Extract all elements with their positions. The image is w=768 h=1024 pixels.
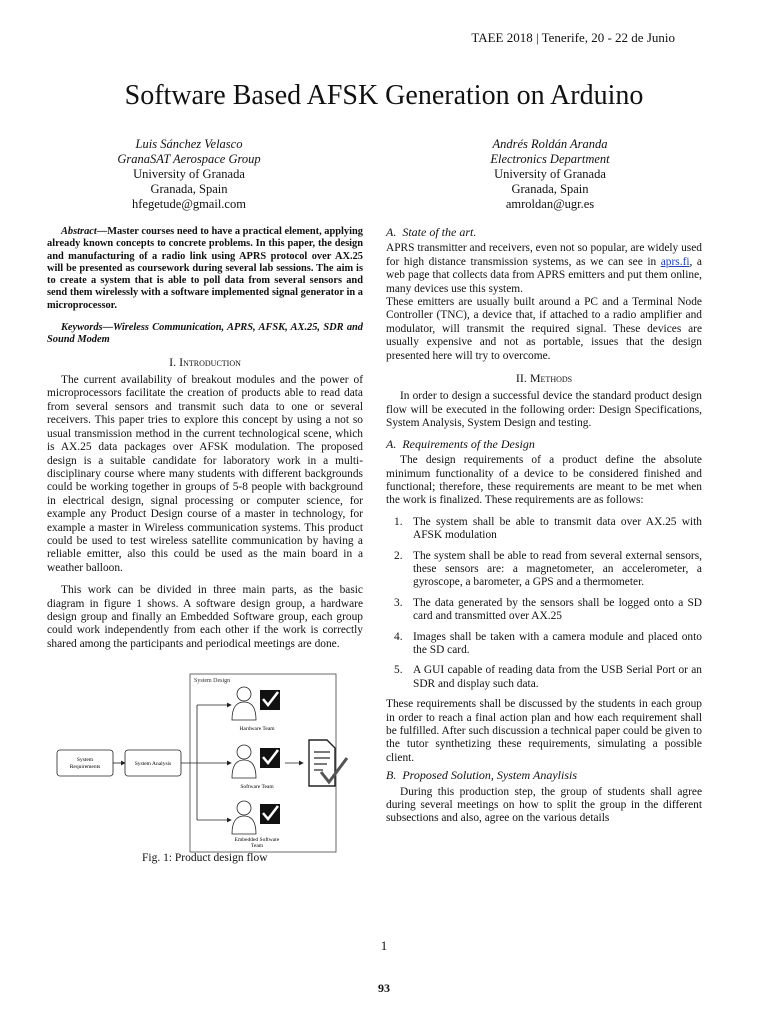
keywords-lead: Keywords [61,322,103,334]
software-team-label: Software Team [240,784,274,790]
author-2-name: Andrés Roldán Aranda [492,137,608,151]
author-1-email: hfegetude@gmail.com [132,197,246,211]
requirements-paragraph-2: These requirements shall be discussed by the students in each group in order to reach a final action plan and how each requirement shall be fulfilled. After such discussion a technical paper could be given to the tutor synthetizing these requirements, simulating a possible client. [386,698,702,764]
author-2-email: amroldan@ugr.es [505,197,595,211]
abstract [47,226,363,312]
state-text-before: APRS transmitter and receivers, even not so popular, are widely used for high distance transmission systems, as we can see in [386,242,702,268]
requirements-paragraph-1: The design requirements of a product define the absolute minimum functionality of a device to be considered finished and functional; therefore, these requirements are meant to be met when the work is finalized. These requirements are as follows: [386,454,702,507]
state-paragraph-1 [386,242,702,296]
state-title: State of the art. [402,225,477,239]
requirements-list [386,516,702,691]
state-text-after: , a web page that collects data from APRS emitters and put them online, many devices use this system. [386,255,702,295]
author-1 [59,137,319,212]
methods-number: II. [515,371,527,386]
requirement-number: 2. [394,549,403,562]
requirement-number: 1. [394,515,403,528]
author-1-location: Granada, Spain [150,182,228,196]
author-2-location: Granada, Spain [511,182,589,196]
left-column [47,226,363,651]
intro-title: Introduction [179,354,241,369]
requirement-text: A GUI capable of reading data from the USB Serial Port or an SDR and display such data. [413,664,702,690]
state-label: A. [386,225,397,239]
requirement-item [386,631,702,658]
keywords [47,322,363,347]
proposed-paragraph: During this production step, the group of students shall agree during several meetings on how to split the group in the different subsections and also, agree on the various details [386,785,702,825]
embedded-team-line-1: Embedded Software [234,837,280,843]
requirement-text: Images shall be taken with a camera module and placed onto the SD card. [413,630,702,656]
requirement-item [386,550,702,590]
requirement-number: 5. [394,664,403,677]
analysis-label: System Analysis [134,761,172,767]
methods-heading [386,372,702,385]
aprs-link[interactable]: aprs.fi [660,255,690,268]
branch-line [181,705,197,820]
requirement-text: The system shall be able to read from several external sensors, these sensors are: a magnetometer, an accelerometer, a gyroscope, a barometer, a GPS and a thermometer. [413,549,702,589]
requirement-item [386,664,702,691]
requirement-text: The system shall be able to transmit data over AX.25 with AFSK modulation [413,515,702,542]
proposed-heading [386,769,702,782]
requirements-line-2: Requirements [69,764,101,770]
requirements-heading [386,438,702,451]
author-1-university: University of Granada [133,167,245,181]
hardware-team-node [232,687,280,732]
author-1-group: GranaSAT Aerospace Group [117,152,261,166]
figure-caption: Fig. 1: Product design flow [142,852,268,864]
hardware-team-label: Hardware Team [239,726,275,732]
requirement-number: 3. [394,596,403,609]
keywords-text: —Wireless Communication, APRS, AFSK, AX.25, SDR and Sound Modem [47,322,363,346]
methods-title: Methods [529,371,573,386]
system-design-label: System Design [194,678,231,684]
author-1-name: Luis Sánchez Velasco [135,137,243,151]
intro-paragraph-2: This work can be divided in three main parts, as the basic diagram in figure 1 shows. A software design group, a hardware design group and finally an Embedded Software group, each group could work independently from each other if the work is correctly shared among the participants and periodical meetings are done. [47,584,363,650]
requirement-text: The data generated by the sensors shall be logged onto a SD card and transmitted over AX.25 [413,596,702,623]
requirements-node [57,750,113,776]
software-team-node [232,745,280,790]
requirements-title: Requirements of the Design [402,436,535,451]
methods-paragraph: In order to design a successful device the standard product design flow will be executed in the following order: Design Specifications, System Analysis, System Design and testing. [386,390,702,430]
requirements-line-1: System [76,757,94,763]
author-2-university: University of Granada [494,167,606,181]
proposed-label: B. [386,768,397,783]
page-number: 1 [380,938,388,953]
requirements-label: A. [386,436,397,451]
running-header: TAEE 2018 | Tenerife, 20 - 22 de Junio [471,30,675,45]
state-heading [386,226,702,239]
proposed-title: Proposed Solution, System Anaylisis [402,768,577,783]
product-design-flow-figure [47,670,363,870]
requirement-item [386,516,702,543]
embedded-team-node [232,801,280,849]
intro-heading [47,356,363,369]
abstract-text: —Master courses need to have a practical element, applying already known concepts to concrete problems. In this paper, the design and manufacturing of a radio link using APRS protocol over AX.25 will be presented as coursework during several lab sessions. The aim is to create a system that is able to poll data from several sensors and send them wirelessly with a software implemented signal generator in a microprocessor. [47,226,363,311]
intro-number: I. [169,354,177,369]
state-paragraph-2: These emitters are usually built around a PC and a Terminal Node Controller (TNC), a device that, if attached to a radio amplifier and modulator, will transmit the required signal. These devices are usually expensive and not as portable, issues that the design presented here will try to overcome. [386,296,702,362]
intro-paragraph-1: The current availability of breakout modules and the power of microprocessors facilitate the creation of products able to read data from several sensors and transmit such data to one or several receivers. This paper tries to explore this concept by using a not so usual transmission method in the current technological scene, which is AX.25 data packages over AFSK modulation. The proposed design is a suitable candidate for laboratory work in a multi-disciplinary course where many students with different backgrounds could be working together in groups of 5-8 people with background in electrical design, signal processing or computer science, for example any Product Design course of a master in technology, for example a master in Wireless communication systems. This product could be used to test wireless satellite communication by having a reliable emitter, also this could be used as the main board in a weather balloon. [47,374,363,574]
paper-title: Software Based AFSK Generation on Arduino [124,80,644,111]
proceedings-page-number: 93 [378,981,390,995]
author-2 [420,137,680,212]
author-2-group: Electronics Department [490,152,610,166]
abstract-lead: Abstract [61,226,97,237]
embedded-team-line-2: Team [250,843,264,849]
requirement-item [386,597,702,624]
requirement-number: 4. [394,630,403,643]
document-check-icon [309,740,347,786]
right-column [386,226,702,826]
